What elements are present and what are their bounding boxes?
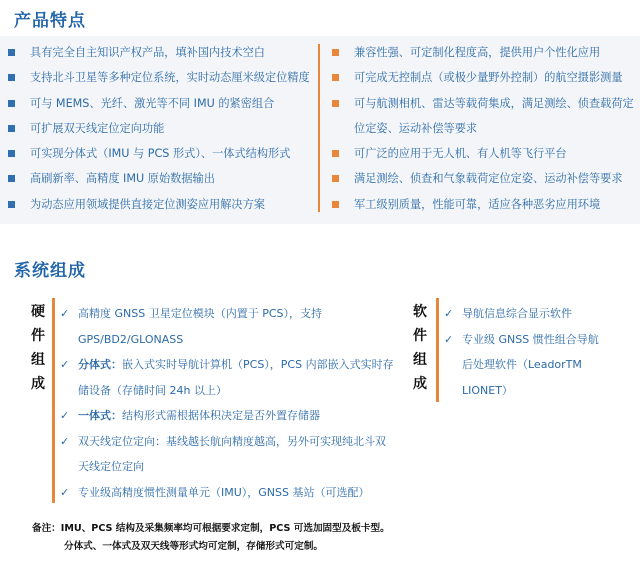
square-bullet-icon [8,100,15,107]
hardware-label: 硬 件 组 成 [31,304,45,392]
square-bullet-icon [332,150,339,157]
hardware-item: ✓ 专业级高精度惯性测量单元（IMU），GNSS 基站（可选配） [58,480,408,506]
hardware-item: ✓ 高精度 GNSS 卫星定位模块（内置于 PCS），支持 GPS/BD2/GLONASS [58,301,408,352]
square-bullet-icon [8,74,15,81]
hardware-divider [52,298,55,503]
feature-item: 可扩展双天线定位定向功能 [8,116,313,141]
square-bullet-icon [332,74,339,81]
check-icon: ✓ [444,307,454,320]
software-list [442,301,632,403]
square-bullet-icon [8,175,15,182]
feature-item: 兼容性强、可定制化程度高，提供用户个性化应用 [332,40,632,65]
features-right-column [332,40,632,217]
feature-item: 可与 MEMS、光纤、激光等不同 IMU 的紧密组合 [8,91,313,116]
square-bullet-icon [332,100,339,107]
check-icon: ✓ [60,409,70,422]
square-bullet-icon [8,49,15,56]
software-label: 软 件 组 成 [413,304,427,392]
feature-item: 高刷新率、高精度 IMU 原始数据输出 [8,166,313,191]
features-left-column [8,40,313,217]
hardware-list [58,301,408,505]
feature-item: 可完成无控制点（或极少量野外控制）的航空摄影测量 [332,65,632,90]
feature-item: 可实现分体式（IMU 与 PCS 形式）、一体式结构形式 [8,141,313,166]
column-divider [318,44,320,212]
check-icon: ✓ [60,434,70,448]
software-divider [436,298,439,402]
feature-item: 具有完全自主知识产权产品，填补国内技术空白 [8,40,313,65]
square-bullet-icon [8,150,15,157]
check-icon: ✓ [60,485,70,499]
hardware-item: ✓ 双天线定位定向：基线越长航向精度越高，另外可实现纯北斗双 天线定位定向 [58,429,408,480]
feature-item: 可广泛的应用于无人机、有人机等飞行平台 [332,141,632,166]
square-bullet-icon [332,201,339,208]
feature-item: 支持北斗卫星等多种定位系统，实时动态厘米级定位精度 [8,65,313,90]
check-icon: ✓ [60,307,70,320]
system-title: 系统组成 [14,261,86,281]
feature-item: 军工级别质量，性能可靠，适应各种恶劣应用环境 [332,192,632,217]
square-bullet-icon [8,201,15,208]
square-bullet-icon [8,125,15,132]
feature-item: 可与航测相机、雷达等载荷集成，满足测绘、侦查载荷定 位定姿、运动补偿等要求 [332,91,632,142]
hardware-item: ✓ 一体式：结构形式需根据体积决定是否外置存储器 [58,403,408,429]
footnote: 备注：IMU、PCS 结构及采集频率均可根据要求定制，PCS 可选加固型及板卡型。 分体式、一体式及双天线等形式均可定制，存储形式可定制。 [32,523,390,552]
check-icon: ✓ [60,358,70,371]
software-item: ✓ 导航信息综合显示软件 [442,301,632,327]
square-bullet-icon [332,175,339,182]
feature-item: 为动态应用领域提供直接定位测姿应用解决方案 [8,192,313,217]
feature-item: 满足测绘、侦查和气象载荷定位定姿、运动补偿等要求 [332,166,632,191]
software-item: ✓ 专业级 GNSS 惯性组合导航 后处理软件（LeadorTM LIONET） [442,327,632,404]
square-bullet-icon [332,49,339,56]
check-icon: ✓ [444,332,454,346]
features-title: 产品特点 [14,11,86,31]
hardware-item: ✓ 分体式：嵌入式实时导航计算机（PCS），PCS 内部嵌入式实时存 储设备（存储时间 24h 以上） [58,352,408,403]
